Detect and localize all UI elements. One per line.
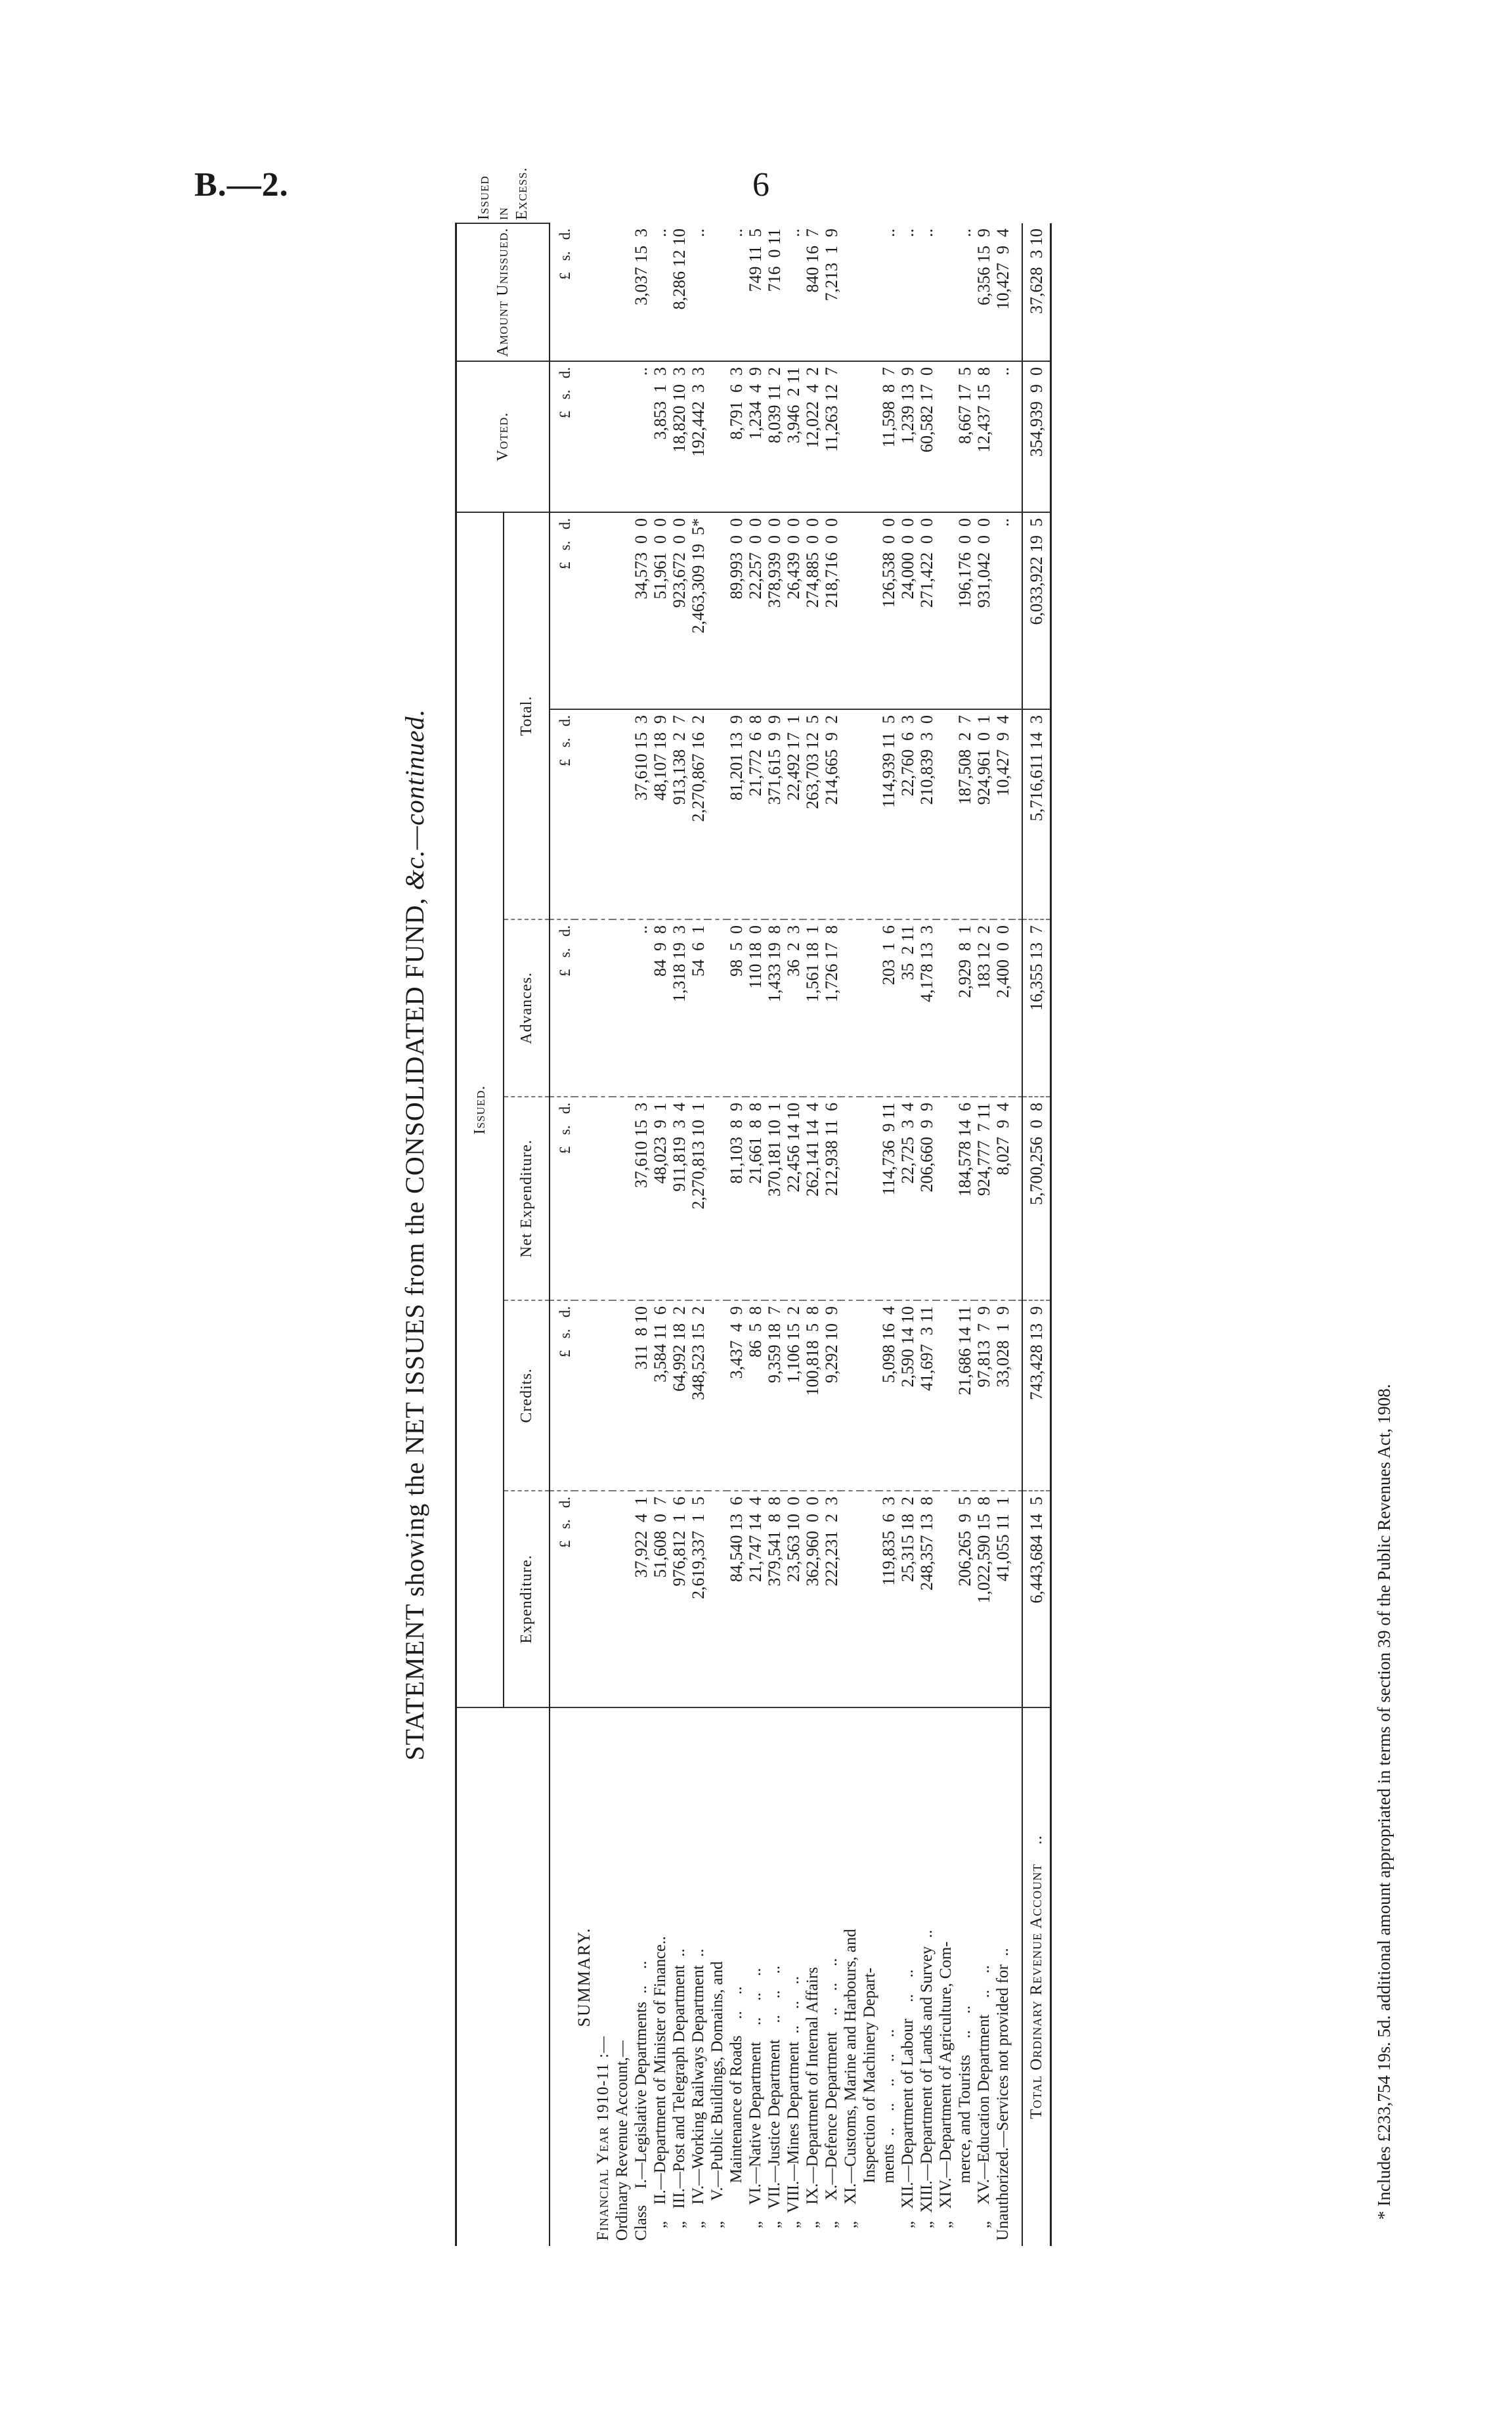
table-row xyxy=(822,223,841,2246)
cell-tot: 114,939 11 5 xyxy=(879,709,898,919)
cell-tot: 187,508 2 7 xyxy=(955,709,974,919)
cell-exp: 21,747 14 4 xyxy=(746,1491,765,1707)
cell-un: 8,667 17 5 xyxy=(955,361,974,512)
cell-un: 60,582 17 0 xyxy=(917,361,936,512)
intro-row xyxy=(594,223,613,2246)
units-cell: £ s. d. xyxy=(550,1300,574,1491)
cell-exp xyxy=(936,1491,955,1707)
cell-ex: 8,286 12 10 xyxy=(670,223,689,361)
table-row xyxy=(632,223,651,2246)
table-row xyxy=(651,223,670,2246)
cell-exp xyxy=(860,1491,879,1707)
table-row xyxy=(841,223,860,2246)
table-row xyxy=(746,223,765,2246)
row-description: „ XIII.—Department of Lands and Survey .. xyxy=(918,1929,936,2241)
cell-vot xyxy=(936,512,955,709)
cell-vot xyxy=(841,512,860,709)
empty-cell xyxy=(594,512,613,709)
cell-adv: 54 6 1 xyxy=(689,919,708,1097)
cell-vot: 22,257 0 0 xyxy=(746,512,765,709)
row-description: „ VII.—Justice Department .. .. .. xyxy=(766,1966,783,2241)
cell-ex: 3,037 15 3 xyxy=(632,223,651,361)
cell-tot: 924,961 0 1 xyxy=(974,709,993,919)
table-row xyxy=(727,223,746,2246)
cell-ex xyxy=(708,223,727,361)
cell-un: 11,263 12 7 xyxy=(822,361,841,512)
cell-exp: 25,315 18 2 xyxy=(898,1491,917,1707)
table-body xyxy=(550,223,1051,2246)
credits-header: Credits. xyxy=(504,1300,550,1491)
cell-exp: 379,541 8 8 xyxy=(765,1491,784,1707)
cell-un: 18,820 10 3 xyxy=(670,361,689,512)
cell-ex: .. xyxy=(727,223,746,361)
cell-vot: .. xyxy=(993,512,1012,709)
table-row xyxy=(860,223,879,2246)
cell-net: 212,938 11 6 xyxy=(822,1097,841,1300)
cell-net: 48,023 9 1 xyxy=(651,1097,670,1300)
row-description: „ IX.—Department of Internal Affairs xyxy=(804,1967,821,2241)
units-cell: £ s. d. xyxy=(550,361,574,512)
row-description: Maintenance of Roads .. .. xyxy=(727,1986,745,2241)
statement-title xyxy=(399,223,439,2246)
cell-ex xyxy=(860,223,879,361)
spacer-row xyxy=(1012,223,1022,2246)
empty-cell xyxy=(574,361,594,512)
cell-vot: 51,961 0 0 xyxy=(651,512,670,709)
cell-cred: 5,098 16 4 xyxy=(879,1300,898,1491)
advances-header: Advances. xyxy=(504,919,550,1097)
cell-vot: 923,672 0 0 xyxy=(670,512,689,709)
cell-vot: 2,463,309 19 5* xyxy=(689,512,708,709)
cell-cred: 348,523 15 2 xyxy=(689,1300,708,1491)
cell-adv: 2,400 0 0 xyxy=(993,919,1012,1097)
intro-text: Financial Year 1910-11 :— xyxy=(594,2035,612,2241)
empty-cell xyxy=(574,709,594,919)
cell-adv xyxy=(708,919,727,1097)
empty-cell xyxy=(594,1300,613,1491)
cell-exp: 41,055 11 1 xyxy=(993,1491,1012,1707)
table-row xyxy=(784,223,803,2246)
cell-vot: 24,000 0 0 xyxy=(898,512,917,709)
cell-un: 3,946 2 11 xyxy=(784,361,803,512)
empty-cell xyxy=(574,1300,594,1491)
empty-cell xyxy=(613,361,632,512)
cell-tot: 214,665 9 2 xyxy=(822,709,841,919)
row-description: Unauthorized.—Services not provided for .. xyxy=(994,1948,1012,2241)
cell-vot: 218,716 0 0 xyxy=(822,512,841,709)
cell-exp: 84,540 13 6 xyxy=(727,1491,746,1707)
cell-cred: 33,028 1 9 xyxy=(993,1300,1012,1491)
cell-vot: 931,042 0 0 xyxy=(974,512,993,709)
cell-vot: 89,993 0 0 xyxy=(727,512,746,709)
cell-ex: .. xyxy=(917,223,936,361)
empty-cell xyxy=(613,512,632,709)
intro-text: Ordinary Revenue Account,— xyxy=(613,2040,631,2241)
cell-tot: 263,703 12 5 xyxy=(803,709,822,919)
cell-tot: 21,772 6 8 xyxy=(746,709,765,919)
cell-adv: 183 12 2 xyxy=(974,919,993,1097)
table-row xyxy=(689,223,708,2246)
issued-header: Issued. xyxy=(456,512,504,1707)
cell-ex: 6,356 15 9 xyxy=(974,223,993,361)
cell-cred xyxy=(708,1300,727,1491)
cell-un: 1,234 4 9 xyxy=(746,361,765,512)
footnote: * Includes £233,754 19s. 5d. additional amount appropriated in terms of section 39 of the Public Revenues Act, 1908. xyxy=(1374,1384,1394,2220)
row-description: „ XII.—Department of Labour .. .. xyxy=(899,1969,917,2241)
spacer-cell xyxy=(1012,512,1022,709)
cell-tot: 48,107 18 9 xyxy=(651,709,670,919)
empty-cell xyxy=(594,223,613,361)
row-description: Class I.—Legislative Departments .. .. xyxy=(632,1960,650,2241)
cell-adv: 1,318 19 3 xyxy=(670,919,689,1097)
cell-adv: 35 2 11 xyxy=(898,919,917,1097)
cell-cred: 100,818 5 8 xyxy=(803,1300,822,1491)
cell-tot xyxy=(841,709,860,919)
cell-net: 184,578 14 6 xyxy=(955,1097,974,1300)
cell-cred: 41,697 3 11 xyxy=(917,1300,936,1491)
cell-ex: 749 11 5 xyxy=(746,223,765,361)
spacer-cell xyxy=(1012,1707,1022,2246)
cell-cred: 64,992 18 2 xyxy=(670,1300,689,1491)
cell-tot: 210,839 3 0 xyxy=(917,709,936,919)
cell-net xyxy=(936,1097,955,1300)
table-row xyxy=(955,223,974,2246)
cell-adv: 203 1 6 xyxy=(879,919,898,1097)
cell-cred: 97,813 7 9 xyxy=(974,1300,993,1491)
cell-cred: 21,686 14 11 xyxy=(955,1300,974,1491)
cell-net: 262,141 14 4 xyxy=(803,1097,822,1300)
empty-cell xyxy=(613,709,632,919)
table-row xyxy=(917,223,936,2246)
units-cell: £ s. d. xyxy=(550,1491,574,1707)
cell-exp: 37,922 4 1 xyxy=(632,1491,651,1707)
spacer-cell xyxy=(1012,919,1022,1097)
empty-cell xyxy=(594,709,613,919)
empty-cell xyxy=(613,919,632,1097)
units-cell: £ s. d. xyxy=(550,1097,574,1300)
cell-adv: 36 2 3 xyxy=(784,919,803,1097)
cell-tot xyxy=(708,709,727,919)
empty-cell xyxy=(574,223,594,361)
cell-cred: 311 8 10 xyxy=(632,1300,651,1491)
cell-exp: 23,563 10 0 xyxy=(784,1491,803,1707)
cell-vot xyxy=(860,512,879,709)
table-row xyxy=(898,223,917,2246)
cell-adv: 1,726 17 8 xyxy=(822,919,841,1097)
empty-cell xyxy=(613,1491,632,1707)
units-row xyxy=(550,223,574,2246)
cell-net: 22,725 3 4 xyxy=(898,1097,917,1300)
cell-cred: 9,359 18 7 xyxy=(765,1300,784,1491)
cell-vot: 378,939 0 0 xyxy=(765,512,784,709)
table-row xyxy=(803,223,822,2246)
cell-cred: 3,437 4 9 xyxy=(727,1300,746,1491)
empty-cell xyxy=(613,1300,632,1491)
units-cell: £ s. d. xyxy=(550,512,574,709)
cell-vot xyxy=(708,512,727,709)
total-un: 354,939 9 0 xyxy=(1022,361,1051,512)
cell-tot: 10,427 9 4 xyxy=(993,709,1012,919)
cell-tot: 2,270,867 16 2 xyxy=(689,709,708,919)
cell-un: 11,598 8 7 xyxy=(879,361,898,512)
cell-adv: 98 5 0 xyxy=(727,919,746,1097)
page-header-code: B.—2. xyxy=(194,166,289,204)
cell-vot: 274,885 0 0 xyxy=(803,512,822,709)
cell-un: 3,853 1 3 xyxy=(651,361,670,512)
amount-unissued-header: Amount Unissued. xyxy=(456,223,550,361)
cell-net: 37,610 15 3 xyxy=(632,1097,651,1300)
spacer-cell xyxy=(1012,1097,1022,1300)
net-expenditure-header: Net Expenditure. xyxy=(504,1097,550,1300)
empty-cell xyxy=(594,361,613,512)
total-header: Total. xyxy=(504,512,550,919)
empty-cell xyxy=(574,1491,594,1707)
cell-un: 12,437 15 8 xyxy=(974,361,993,512)
expenditure-header: Expenditure. xyxy=(504,1491,550,1707)
cell-un: 12,022 4 2 xyxy=(803,361,822,512)
table-row xyxy=(974,223,993,2246)
cell-vot: 126,538 0 0 xyxy=(879,512,898,709)
cell-un: 8,039 11 2 xyxy=(765,361,784,512)
cell-vot: 34,573 0 0 xyxy=(632,512,651,709)
empty-cell xyxy=(574,919,594,1097)
row-description: „ V.—Public Buildings, Domains, and xyxy=(708,1961,726,2241)
cell-cred xyxy=(936,1300,955,1491)
spacer-cell xyxy=(1012,223,1022,361)
cell-ex: .. xyxy=(955,223,974,361)
cell-adv: 84 9 8 xyxy=(651,919,670,1097)
cell-net: 911,819 3 4 xyxy=(670,1097,689,1300)
cell-ex: .. xyxy=(689,223,708,361)
empty-cell xyxy=(574,512,594,709)
statement-rotated-block xyxy=(399,167,1423,2246)
cell-un xyxy=(936,361,955,512)
cell-tot: 371,615 9 9 xyxy=(765,709,784,919)
cell-un: .. xyxy=(632,361,651,512)
statement-title-continued: &c.—continued. xyxy=(400,709,429,891)
cell-tot: 22,760 6 3 xyxy=(898,709,917,919)
cell-tot xyxy=(936,709,955,919)
table-row xyxy=(879,223,898,2246)
intro-row xyxy=(613,223,632,2246)
cell-ex: 840 16 7 xyxy=(803,223,822,361)
cell-net: 2,270,813 10 1 xyxy=(689,1097,708,1300)
cell-cred: 9,292 10 9 xyxy=(822,1300,841,1491)
cell-ex: .. xyxy=(879,223,898,361)
cell-exp: 362,960 0 0 xyxy=(803,1491,822,1707)
page-number: 6 xyxy=(752,166,769,204)
empty-cell xyxy=(574,1097,594,1300)
table-row xyxy=(670,223,689,2246)
cell-net: 21,661 8 8 xyxy=(746,1097,765,1300)
cell-un: 192,442 3 3 xyxy=(689,361,708,512)
spacer-cell xyxy=(1012,709,1022,919)
cell-un: .. xyxy=(993,361,1012,512)
table-row xyxy=(708,223,727,2246)
empty-cell xyxy=(613,1097,632,1300)
intro-row xyxy=(574,223,594,2246)
total-row xyxy=(1022,223,1051,2246)
cell-adv: .. xyxy=(632,919,651,1097)
cell-tot: 22,492 17 1 xyxy=(784,709,803,919)
cell-tot: 913,138 2 7 xyxy=(670,709,689,919)
empty-cell xyxy=(594,1097,613,1300)
row-description: „ III.—Post and Telegraph Department .. xyxy=(670,1948,688,2241)
cell-vot: 196,176 0 0 xyxy=(955,512,974,709)
empty-cell xyxy=(613,223,632,361)
cell-un xyxy=(860,361,879,512)
cell-net xyxy=(860,1097,879,1300)
cell-adv: 110 18 0 xyxy=(746,919,765,1097)
row-description: „ II.—Department of Minister of Finance.. xyxy=(651,1936,669,2241)
statement-title-main: STATEMENT showing the NET ISSUES from the CONSOLIDATED FUND, xyxy=(400,890,429,1761)
cell-ex: .. xyxy=(651,223,670,361)
cell-tot xyxy=(860,709,879,919)
cell-net: 22,456 14 10 xyxy=(784,1097,803,1300)
cell-adv xyxy=(936,919,955,1097)
empty-cell xyxy=(594,1491,613,1707)
description-header xyxy=(456,1707,550,2246)
cell-cred xyxy=(841,1300,860,1491)
total-net: 5,700,256 0 8 xyxy=(1022,1097,1051,1300)
cell-net: 114,736 9 11 xyxy=(879,1097,898,1300)
total-adv: 16,355 13 7 xyxy=(1022,919,1051,1097)
cell-adv: 4,178 13 3 xyxy=(917,919,936,1097)
cell-un: 8,791 6 3 xyxy=(727,361,746,512)
cell-tot: 37,610 15 3 xyxy=(632,709,651,919)
cell-vot: 26,439 0 0 xyxy=(784,512,803,709)
cell-tot: 81,201 13 9 xyxy=(727,709,746,919)
cell-ex xyxy=(841,223,860,361)
total-ex: 37,628 3 10 xyxy=(1022,223,1051,361)
cell-ex xyxy=(936,223,955,361)
cell-exp: 51,608 0 7 xyxy=(651,1491,670,1707)
cell-adv: 1,561 18 1 xyxy=(803,919,822,1097)
cell-ex: 10,427 9 4 xyxy=(993,223,1012,361)
units-cell: £ s. d. xyxy=(550,919,574,1097)
cell-vot: 271,422 0 0 xyxy=(917,512,936,709)
cell-adv xyxy=(860,919,879,1097)
units-row-desc xyxy=(550,1707,574,2246)
spacer-cell xyxy=(1012,1491,1022,1707)
table-row xyxy=(765,223,784,2246)
intro-text: SUMMARY. xyxy=(574,1927,594,2027)
units-cell: £ s. d. xyxy=(550,223,574,361)
cell-net: 8,027 9 4 xyxy=(993,1097,1012,1300)
cell-ex: .. xyxy=(784,223,803,361)
units-cell: £ s. d. xyxy=(550,709,574,919)
cell-adv: 2,929 8 1 xyxy=(955,919,974,1097)
cell-net: 370,181 10 1 xyxy=(765,1097,784,1300)
spacer-cell xyxy=(1012,361,1022,512)
cell-exp xyxy=(708,1491,727,1707)
cell-exp xyxy=(841,1491,860,1707)
cell-exp: 2,619,337 1 5 xyxy=(689,1491,708,1707)
voted-header: Voted. xyxy=(456,361,550,512)
total-exp: 6,443,684 14 5 xyxy=(1022,1491,1051,1707)
row-description: „ IV.—Working Railways Department .. xyxy=(689,1948,707,2241)
row-description: „ X.—Defence Department .. .. .. xyxy=(823,1958,840,2241)
cell-adv xyxy=(841,919,860,1097)
cell-exp: 1,022,590 15 8 xyxy=(974,1491,993,1707)
cell-exp: 248,357 13 8 xyxy=(917,1491,936,1707)
cell-net xyxy=(841,1097,860,1300)
cell-adv: 1,433 19 8 xyxy=(765,919,784,1097)
cell-un xyxy=(708,361,727,512)
total-description: Total Ordinary Revenue Account .. xyxy=(1022,1707,1051,2246)
total-cred: 743,428 13 9 xyxy=(1022,1300,1051,1491)
cell-ex: 7,213 1 9 xyxy=(822,223,841,361)
cell-cred: 1,106 15 2 xyxy=(784,1300,803,1491)
row-description: „ XIV.—Department of Agriculture, Com- xyxy=(937,1941,955,2241)
table-row xyxy=(993,223,1012,2246)
cell-exp: 206,265 9 5 xyxy=(955,1491,974,1707)
cell-net: 81,103 8 9 xyxy=(727,1097,746,1300)
row-description: „ VIII.—Mines Department .. .. .. xyxy=(785,1976,802,2241)
net-issues-table: Issued. Voted. Amount Unissued. Issued in Excess. Expenditure. Credits. Net Expenditure. Advances. Total. £ s. d. £ s. d. £ s. d. £ s. d. £ s. d. £ s. d. £ s. d. £ s. d. SUMMARY. Financial Year 1910-11 :— Ordinary Revenue Account,— Class I.—Legislative Departments .. .. 37,922 4 1 311 8 10 37,610 15 3 .. 37,610 15 3 34,573 0 0 .. 3,037 15 3 „ II.—Department of Minister of Finance.. 51,608 0 7 3,584 11 6 48,023 9 1 84 9 8 48,107 18 9 51,961 0 0 3,853 1 3 .. „ III.—Post and Telegraph Department .. 976,812 1 6 64,992 18 2 911,819 3 4 1,318 19 3 913,138 2 7 923,672 0 0 18,820 10 3 8,286 12 10 „ IV.—Working Railways Department .. 2,619,337 1 5 348,523 15 2 2,270,813 10 1 54 6 1 2,270,867 16 2 2,463,309 19 5* 192,442 3 3 .. „ V.—Public Buildings, Domains, and Maintenance of Roads .. .. 84,540 13 6 3,437 4 9 81,103 8 9 98 5 0 81,201 13 9 89,993 0 0 8,791 6 3 .. „ VI.—Native Department .. .. .. 21,747 14 4 86 5 8 21,661 8 8 110 18 0 21,772 6 8 22,257 0 0 1,234 4 9 749 11 5 „ VII.—Justice Department .. .. .. 379,541 8 8 9,359 18 7 370,181 10 1 1,433 19 8 371,615 9 9 378,939 0 0 8,039 11 2 716 0 11 „ VIII.—Mines Department .. .. .. 23,563 10 0 1,106 15 2 22,456 14 10 36 2 3 22,492 17 1 26,439 0 0 3,946 2 11 .. „ IX.—Department of Internal Affairs 362,960 0 0 100,818 5 8 262,141 14 4 1,561 18 1 263,703 12 5 274,885 0 0 12,022 4 2 840 16 7 „ X.—Defence Department .. .. .. 222,231 2 3 9,292 10 9 212,938 11 6 1,726 17 8 214,665 9 2 218,716 0 0 11,263 12 7 7,213 1 9 „ XI.—Customs, Marine and Harbours, and Inspection of Machinery Depart- ments .. .. .. .. .. 119,835 6 3 5,098 16 4 114,736 9 11 203 1 6 114,939 11 5 126,538 0 0 11,598 8 7 .. „ XII.—Department of Labour .. .. 25,315 18 2 2,590 14 10 22,725 3 4 35 2 11 22,760 6 3 24,000 0 0 1,239 13 9 .. „ XIII.—Department of Lands and Survey .. 248,357 13 8 41,697 3 11 206,660 9 9 4,178 13 3 210,839 3 0 271,422 0 0 60,582 17 0 .. „ XIV.—Department of Agriculture, Com- merce, and Tourists .. .. 206,265 9 5 21,686 14 11 184,578 14 6 2,929 8 1 187,508 2 7 196,176 0 0 8,667 17 5 .. „ XV.—Education Department .. .. 1,022,590 15 8 97,813 7 9 924,777 7 11 183 12 2 924,961 0 1 931,042 0 0 12,437 15 8 6,356 15 9 Unauthorized.—Services not provided for .. 41,055 11 1 33,028 1 9 8,027 9 4 2,400 0 0 10,427 9 4 .. .. 10,427 9 4 Total Ordinary Revenue Account .. 6,443,684 14 5 743,428 13 9 5,700,256 0 8 16,355 13 7 5,716,611 14 3 6,033,922 19 5 354,939 9 0 37,628 3 10 xyxy=(455,223,1052,2246)
cell-ex: 716 0 11 xyxy=(765,223,784,361)
cell-cred: 3,584 11 6 xyxy=(651,1300,670,1491)
row-description: „ XI.—Customs, Marine and Harbours, and xyxy=(842,1929,859,2241)
cell-un xyxy=(841,361,860,512)
row-description: ments .. .. .. .. .. xyxy=(880,2029,897,2241)
cell-un: 1,239 13 9 xyxy=(898,361,917,512)
table-row xyxy=(936,223,955,2246)
total-vot: 6,033,922 19 5 xyxy=(1022,512,1051,709)
empty-cell xyxy=(594,919,613,1097)
row-description: Inspection of Machinery Depart- xyxy=(861,1968,878,2241)
cell-exp: 976,812 1 6 xyxy=(670,1491,689,1707)
row-description: „ XV.—Education Department .. .. xyxy=(975,1965,993,2241)
cell-exp: 222,231 2 3 xyxy=(822,1491,841,1707)
cell-net: 206,660 9 9 xyxy=(917,1097,936,1300)
cell-net xyxy=(708,1097,727,1300)
cell-ex: .. xyxy=(898,223,917,361)
spacer-cell xyxy=(1012,1300,1022,1491)
cell-net: 924,777 7 11 xyxy=(974,1097,993,1300)
cell-cred xyxy=(860,1300,879,1491)
total-tot: 5,716,611 14 3 xyxy=(1022,709,1051,919)
row-description: „ VI.—Native Department .. .. .. xyxy=(746,1968,764,2241)
cell-exp: 119,835 6 3 xyxy=(879,1491,898,1707)
cell-cred: 2,590 14 10 xyxy=(898,1300,917,1491)
row-description: merce, and Tourists .. .. xyxy=(956,2005,974,2241)
cell-cred: 86 5 8 xyxy=(746,1300,765,1491)
